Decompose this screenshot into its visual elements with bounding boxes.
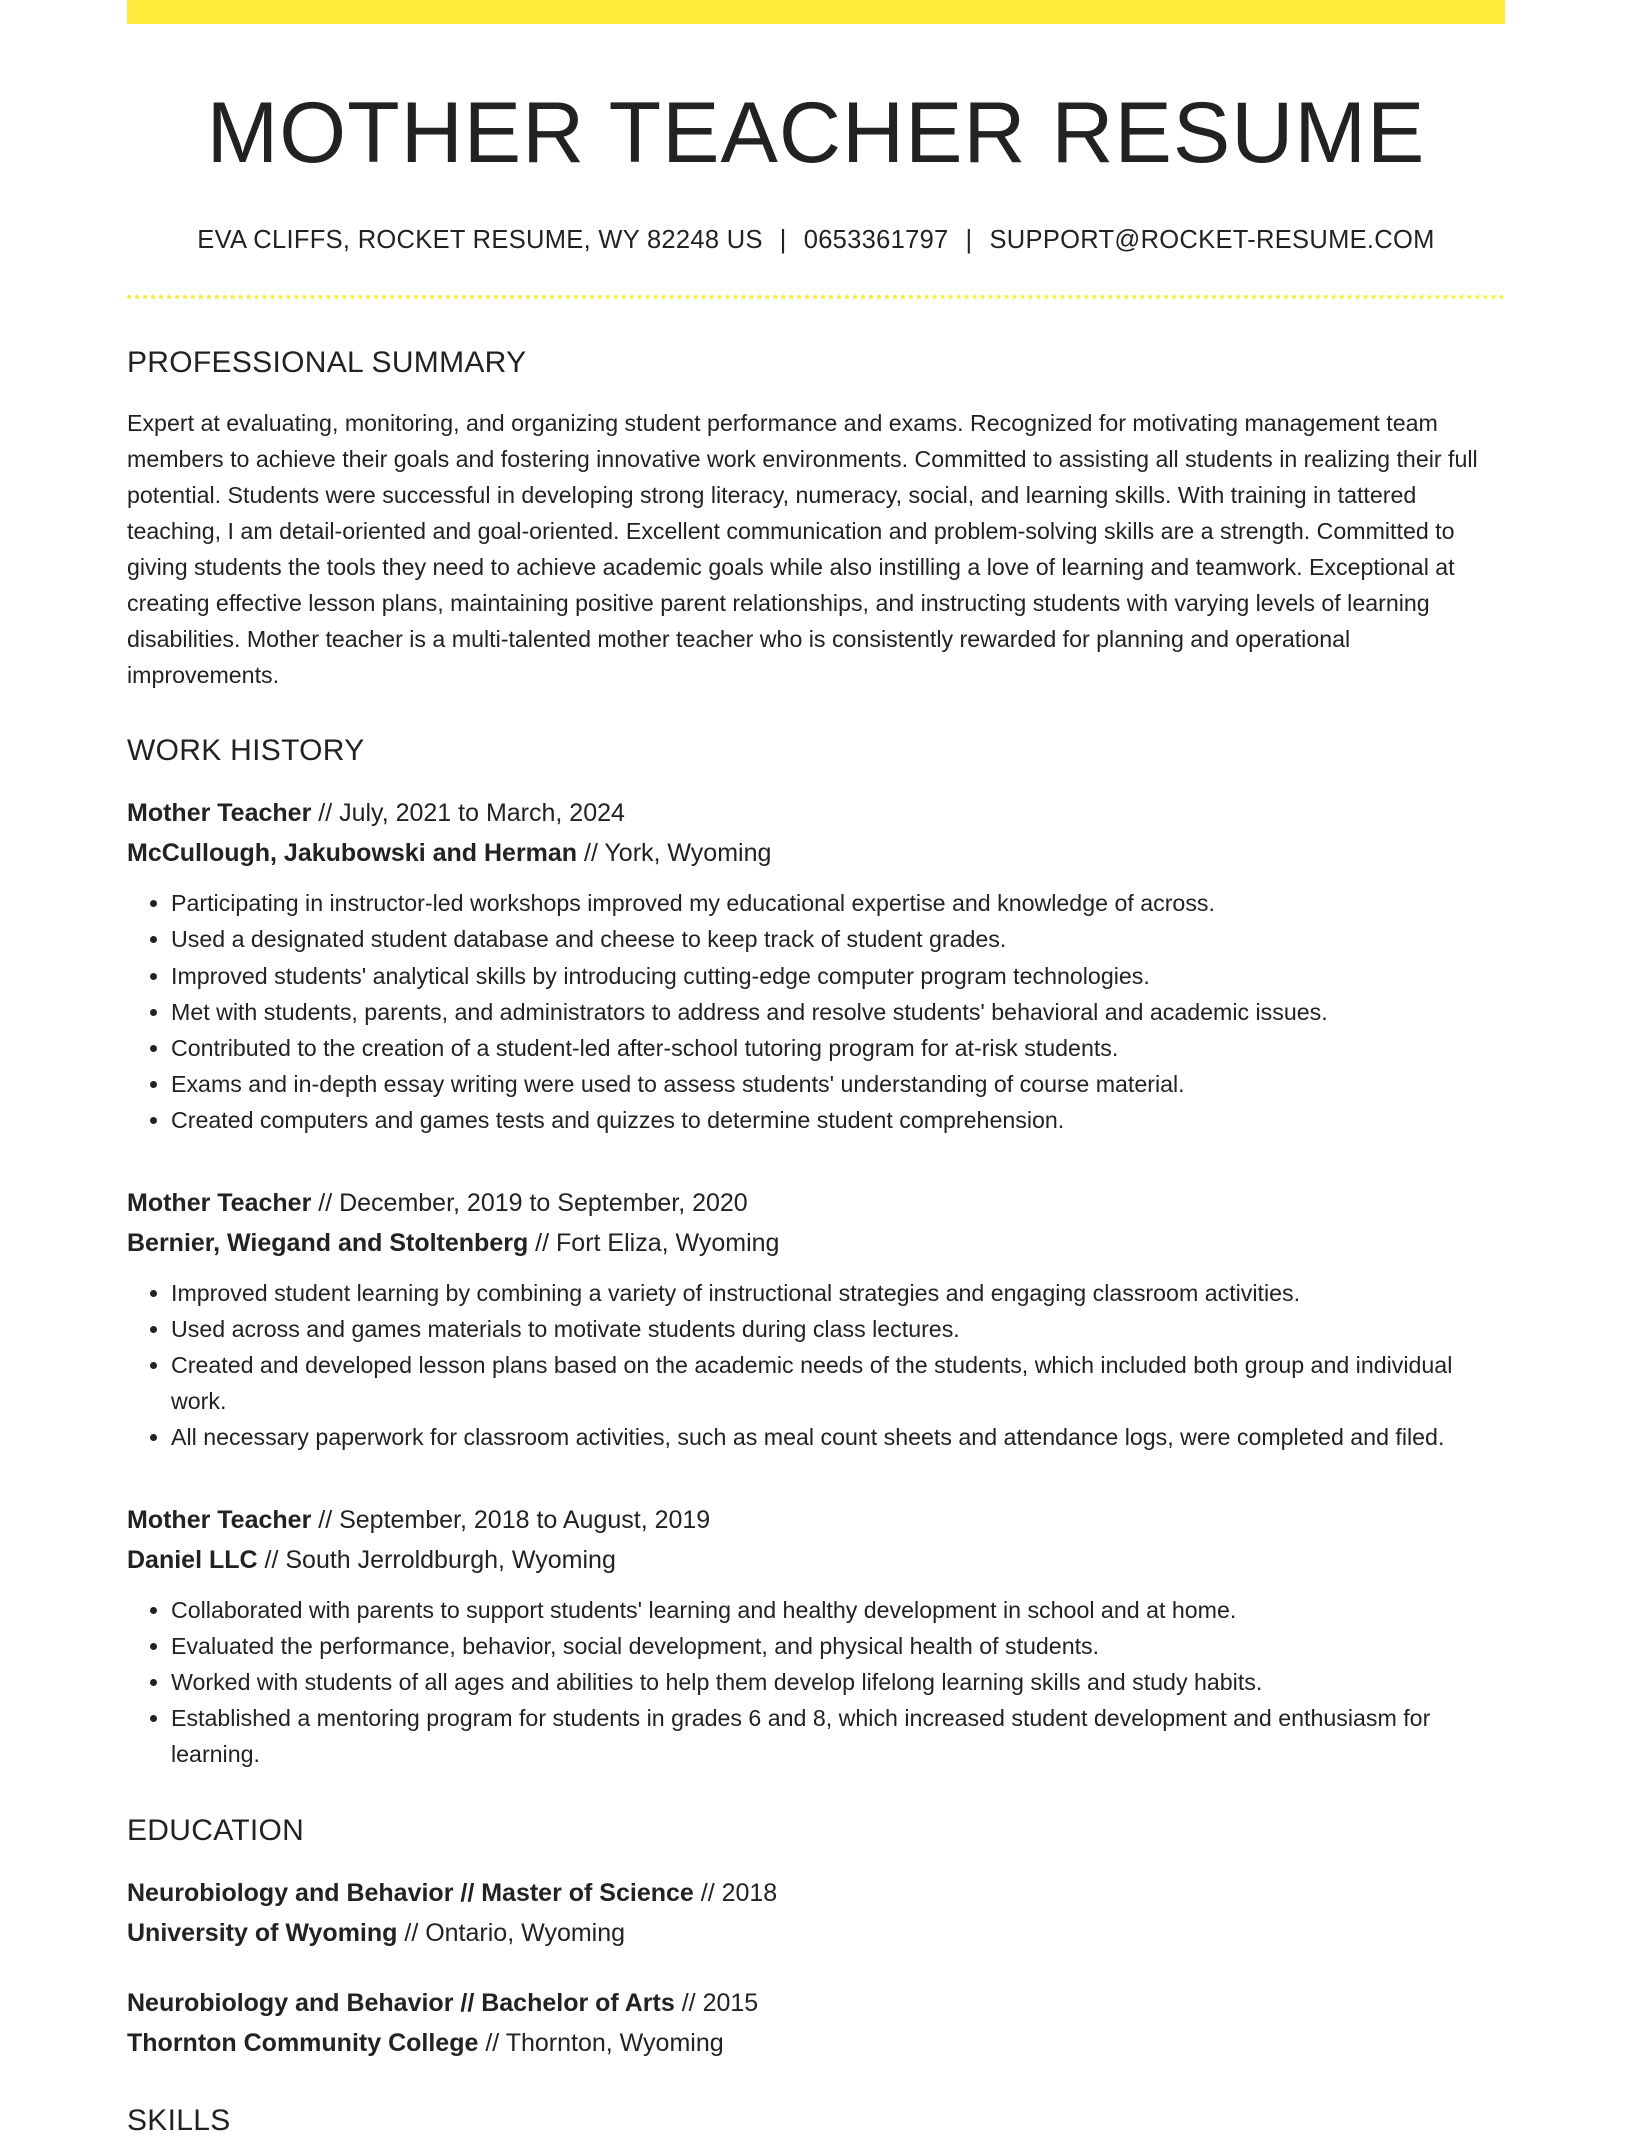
education-location: // Thornton, Wyoming <box>478 2028 724 2057</box>
job-bullet: • Participating in instructor-led workshops improved my educational expertise and knowledge of across. <box>171 885 1505 921</box>
contact-separator: | <box>779 226 787 255</box>
education-degree: Neurobiology and Behavior // Bachelor of Arts <box>127 1988 675 2017</box>
job-bullet: • All necessary paperwork for classroom activities, such as meal count sheets and attendance logs, were completed and filed. <box>171 1419 1505 1455</box>
job-bullets <box>127 1592 1505 1773</box>
education-location: // Ontario, Wyoming <box>397 1918 626 1947</box>
job-company: Bernier, Wiegand and Stoltenberg <box>127 1228 529 1257</box>
job-bullet: • Established a mentoring program for students in grades 6 and 8, which increased student development and enthusiasm for learning. <box>171 1700 1505 1772</box>
dotted-divider <box>127 295 1505 299</box>
job-bullet: • Evaluated the performance, behavior, social development, and physical health of students. <box>171 1628 1505 1664</box>
job-bullet: • Worked with students of all ages and abilities to help them develop lifelong learning skills and study habits. <box>171 1664 1505 1700</box>
job-company: McCullough, Jakubowski and Herman <box>127 839 578 868</box>
job-location: // South Jerroldburgh, Wyoming <box>257 1545 616 1574</box>
contact-email: SUPPORT@ROCKET-RESUME.COM <box>989 226 1435 255</box>
contact-line <box>127 226 1505 255</box>
education-school-line <box>127 2023 1505 2063</box>
job-entry <box>127 1183 1505 1456</box>
job-company: Daniel LLC <box>127 1545 258 1574</box>
page-title: MOTHER TEACHER RESUME <box>206 85 1426 181</box>
education-degree: Neurobiology and Behavior // Master of Science <box>127 1878 694 1907</box>
job-bullet: • Created and developed lesson plans based on the academic needs of the students, which included both group and individual work. <box>171 1347 1505 1419</box>
education-degree-line <box>127 1873 1505 1913</box>
education-degree-line <box>127 1983 1505 2023</box>
education-entry <box>127 1873 1505 1953</box>
job-bullet: • Used across and games materials to motivate students during class lectures. <box>171 1311 1505 1347</box>
job-title-line <box>127 793 1505 833</box>
job-bullet: • Created computers and games tests and quizzes to determine student comprehension. <box>171 1102 1505 1138</box>
skills-heading: SKILLS <box>127 2103 231 2137</box>
job-bullet: • Contributed to the creation of a student-led after-school tutoring program for at-risk students. <box>171 1030 1505 1066</box>
job-dates: // December, 2019 to September, 2020 <box>311 1188 748 1217</box>
contact-phone: 0653361797 <box>803 226 949 255</box>
job-company-line <box>127 1223 1505 1263</box>
summary-heading: PROFESSIONAL SUMMARY <box>127 346 527 380</box>
contact-address: EVA CLIFFS, ROCKET RESUME, WY 82248 US <box>197 226 763 255</box>
job-dates: // September, 2018 to August, 2019 <box>311 1505 711 1534</box>
job-dates: // July, 2021 to March, 2024 <box>311 799 625 828</box>
education-year: // 2015 <box>674 1988 759 2017</box>
education-heading: EDUCATION <box>127 1813 305 1847</box>
job-bullet: • Improved students' analytical skills by introducing cutting-edge computer program technologies. <box>171 958 1505 994</box>
job-bullets <box>127 1275 1505 1456</box>
education-school: University of Wyoming <box>127 1918 398 1947</box>
education-school: Thornton Community College <box>127 2028 479 2057</box>
education-school-line <box>127 1913 1505 1953</box>
summary-text: Expert at evaluating, monitoring, and organizing student performance and exams. Recognized for motivating management team members to achieve their goals and fostering innovative work environments. Committed to assisting all students in realizing their full potential. Students were successful in developing strong literacy, numeracy, social, and learning skills. With training in tattered teaching, I am detail-oriented and goal-oriented. Excellent communication and problem-solving skills are a strength. Committed to giving students the tools they need to achieve academic goals while also instilling a love of learning and teamwork. Exceptional at creating effective lesson plans, maintaining positive parent relationships, and instructing students with varying levels of learning disabilities. Mother teacher is a multi-talented mother teacher who is consistently rewarded for planning and operational improvements. <box>127 410 1478 689</box>
accent-bar <box>127 0 1505 24</box>
education-year: // 2018 <box>693 1878 778 1907</box>
job-bullet: • Met with students, parents, and administrators to address and resolve students' behavioral and academic issues. <box>171 994 1505 1030</box>
job-location: // Fort Eliza, Wyoming <box>528 1228 780 1257</box>
job-title: Mother Teacher <box>127 1505 312 1534</box>
job-bullet: • Improved student learning by combining a variety of instructional strategies and engaging classroom activities. <box>171 1275 1505 1311</box>
job-company-line <box>127 1540 1505 1580</box>
job-title: Mother Teacher <box>127 799 312 828</box>
job-company-line <box>127 833 1505 873</box>
work-history-heading: WORK HISTORY <box>127 734 365 768</box>
job-title: Mother Teacher <box>127 1188 312 1217</box>
job-bullets <box>127 885 1505 1138</box>
job-entry <box>127 1500 1505 1773</box>
education-entry <box>127 1983 1505 2063</box>
job-entry <box>127 793 1505 1138</box>
job-bullet: • Collaborated with parents to support students' learning and healthy development in school and at home. <box>171 1592 1505 1628</box>
job-location: // York, Wyoming <box>577 839 772 868</box>
resume-page <box>127 0 1505 2139</box>
job-bullet: • Exams and in-depth essay writing were used to assess students' understanding of course material. <box>171 1066 1505 1102</box>
job-bullet: • Used a designated student database and cheese to keep track of student grades. <box>171 921 1505 957</box>
contact-separator: | <box>965 226 973 255</box>
job-title-line <box>127 1183 1505 1223</box>
job-title-line <box>127 1500 1505 1540</box>
